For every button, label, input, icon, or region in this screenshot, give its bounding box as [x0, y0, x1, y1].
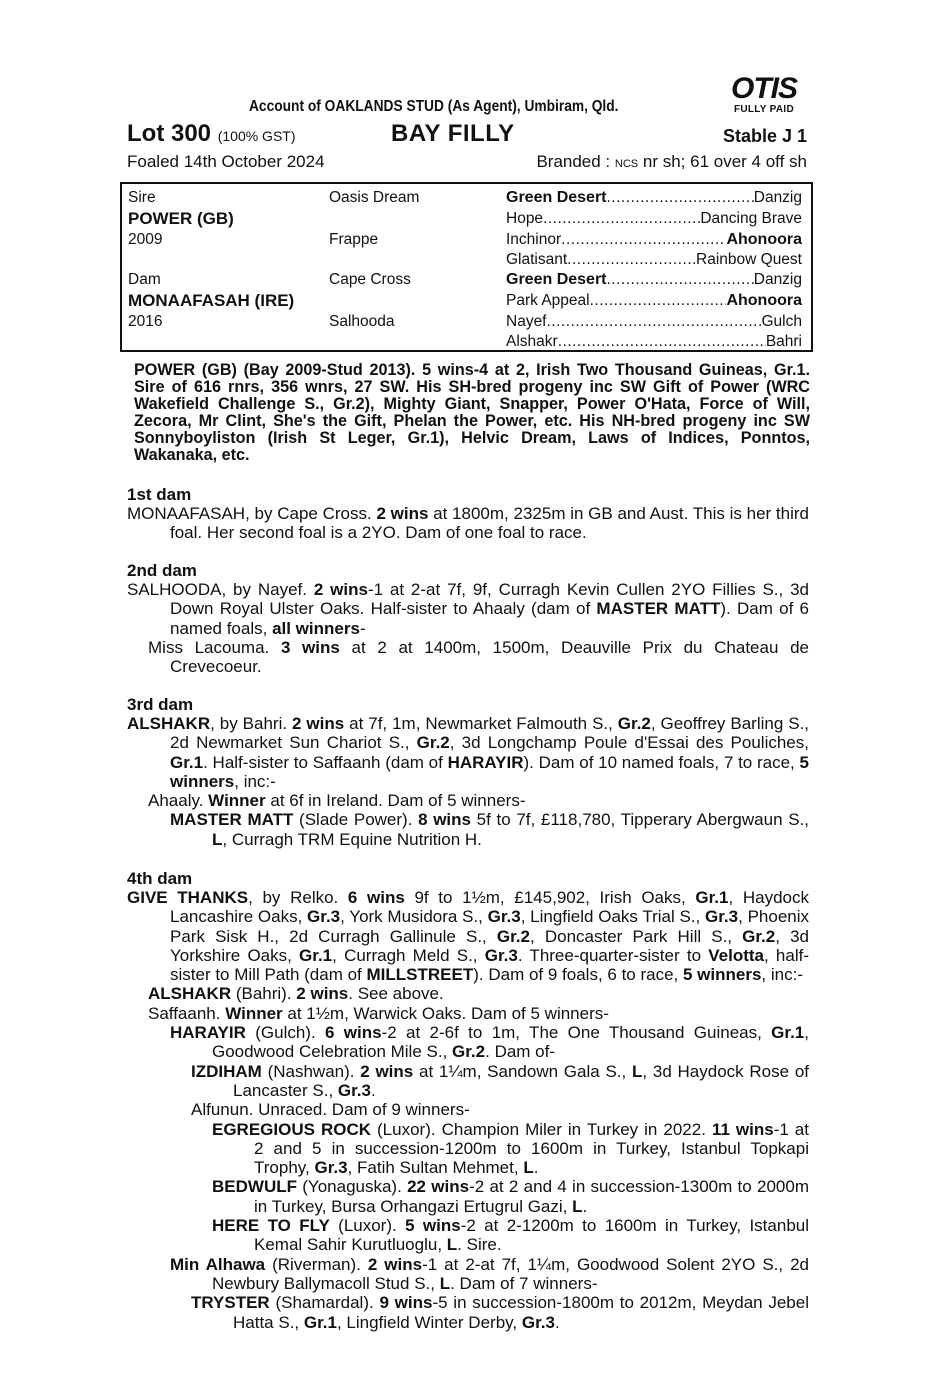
- lot-number: [127, 120, 296, 148]
- ancestor-right: Danzig: [753, 271, 802, 288]
- ancestor-row: [506, 250, 802, 270]
- pedigree-entry: Ahaaly. Winner at 6f in Ireland. Dam of 5 winners-: [148, 791, 526, 811]
- otis-fully-paid-logo: [721, 74, 807, 116]
- dam-year: 2016: [128, 313, 163, 330]
- ancestor-left: Glatisant: [506, 251, 568, 268]
- dam-section-1: [127, 485, 809, 543]
- brand-mark: NCS: [614, 158, 639, 170]
- lot-row: [127, 120, 809, 150]
- ancestor-right: Bahri: [765, 333, 802, 350]
- sire-label: Sire: [128, 189, 156, 206]
- pedigree-entry: GIVE THANKS, by Relko. 6 wins 9f to 1½m, £145,902, Irish Oaks, Gr.1, Haydock Lancashire Oaks, Gr.3, York Musidora S., Gr.3, Lingfield Oaks Trial S., Gr.3, Phoenix Park Sisk H., 2d Curragh Gallinule S., Gr.2, Doncaster Park Hill S., Gr.2, 3d Yorkshire Oaks, Gr.1, Curragh Meld S., Gr.3. Three-quarter-sister to Velotta, half-sister to Mill Path (dam of MILLSTREET). Dam of 9 foals, 6 to race, 5 winners, inc:-: [127, 888, 810, 985]
- entries: [127, 888, 809, 1332]
- sire-name: POWER (GB): [128, 209, 234, 228]
- dam-section-2: [127, 561, 809, 676]
- dam-section-4: [127, 869, 809, 1332]
- dam-dam: Salhooda: [329, 313, 395, 330]
- ancestor-row: [506, 270, 802, 290]
- pedigree-entry: Miss Lacouma. 3 wins at 2 at 1400m, 1500m, Deauville Prix du Chateau de Crevecoeur.: [148, 637, 809, 677]
- sire-year: 2009: [128, 231, 163, 248]
- fully-paid-label: FULLY PAID: [733, 104, 795, 115]
- dam-sire: Cape Cross: [329, 271, 411, 288]
- ancestor-left: Hope: [506, 210, 544, 227]
- horse-description: BAY FILLY: [391, 120, 515, 147]
- ancestor-row: [506, 291, 802, 311]
- entries: [127, 580, 809, 676]
- entries: [127, 504, 809, 543]
- sire-summary: POWER (GB) (Bay 2009-Stud 2013). 5 wins-4 at 2, Irish Two Thousand Guineas, Gr.1. Sire of 616 rnrs, 356 wnrs, 27 SW. His SH-bred progeny inc SW Gift of Power (WRC Wakefield Challenge S., Gr.2), Mighty Giant, Snapper, Power O'Hata, Force of Will, Zecora, Mr Clint, She's the Gift, Phelan the Power, etc. His NH-bred progeny inc SW Sonnyboyliston (Irish St Leger, Gr.1), Helvic Dream, Laws of Indices, Ponntos, Wakanaka, etc.: [134, 361, 810, 464]
- ancestor-row: [506, 188, 802, 208]
- stable-location: Stable J 1: [722, 126, 807, 146]
- ancestor-right: Dancing Brave: [700, 210, 802, 227]
- pedigree-entry: TRYSTER (Shamardal). 9 wins-5 in succession-1800m to 2012m, Meydan Jebel Hatta S., Gr.1, Lingfield Winter Derby, Gr.3.: [191, 1293, 809, 1332]
- pedigree-entry: MONAAFASAH, by Cape Cross. 2 wins at 1800m, 2325m in GB and Aust. This is her third foal. Her second foal is a 2YO. Dam of one foal to race.: [127, 504, 810, 543]
- brand-marks: [536, 152, 807, 172]
- section-heading: 1st dam: [127, 485, 192, 504]
- ancestor-right: Danzig: [753, 189, 802, 206]
- section-heading: 4th dam: [127, 869, 193, 888]
- ancestor-row: [506, 230, 802, 250]
- pedigree-entry: EGREGIOUS ROCK (Luxor). Champion Miler in Turkey in 2022. 11 wins-1 at 2 and 5 in succession-1200m to 1600m in Turkey, Istanbul Topkapi Trophy, Gr.3, Fatih Sultan Mehmet, L.: [212, 1119, 809, 1178]
- branded-label: Branded :: [536, 152, 611, 171]
- pedigree-entry: MASTER MATT (Slade Power). 8 wins 5f to 7f, £118,780, Tipperary Abergwaun S., L, Curragh TRM Equine Nutrition H.: [170, 810, 809, 849]
- otis-logo-icon: OTIS: [730, 72, 797, 105]
- dam-name: MONAAFASAH (IRE): [128, 291, 295, 310]
- ancestor-right: Gulch: [761, 313, 802, 330]
- sire-sire: Oasis Dream: [329, 189, 420, 206]
- section-heading: 2nd dam: [127, 561, 197, 580]
- pedigree-entry: IZDIHAM (Nashwan). 2 wins at 1¼m, Sandown Gala S., L, 3d Haydock Rose of Lancaster S., Gr.3.: [191, 1061, 810, 1100]
- pedigree-entry: Alfunun. Unraced. Dam of 9 winners-: [191, 1100, 470, 1120]
- ancestor-row: [506, 209, 802, 229]
- ancestor-row: [506, 332, 802, 352]
- lot-label: Lot 300: [127, 120, 212, 147]
- ancestor-left: Green Desert: [506, 189, 607, 206]
- dam-label: Dam: [128, 271, 161, 288]
- vendor-account: Account of OAKLANDS STUD (As Agent), Umbiram, Qld.: [249, 98, 619, 115]
- pedigree-entry: Min Alhawa (Riverman). 2 wins-1 at 2-at 7f, 1¼m, Goodwood Solent 2YO S., 2d Newbury Ballymacoll Stud S., L. Dam of 7 winners-: [170, 1254, 809, 1293]
- ancestor-left: Park Appeal: [506, 292, 590, 309]
- ancestor-row: [506, 312, 802, 332]
- ancestor-right: Ahonoora: [726, 231, 802, 248]
- pedigree-entry: Saffaanh. Winner at 1½m, Warwick Oaks. Dam of 5 winners-: [148, 1003, 609, 1023]
- pedigree-entry: ALSHAKR (Bahri). 2 wins. See above.: [148, 984, 444, 1004]
- ancestor-left: Green Desert: [506, 271, 607, 288]
- pedigree-table: [120, 182, 813, 352]
- pedigree-entry: ALSHAKR, by Bahri. 2 wins at 7f, 1m, Newmarket Falmouth S., Gr.2, Geoffrey Barling S., 2d Newmarket Sun Chariot S., Gr.2, 3d Longchamp Poule d'Essai des Pouliches, Gr.1. Half-sister to Saffaanh (dam of HARAYIR). Dam of 10 named foals, 7 to race, 5 winners, inc:-: [127, 714, 810, 791]
- pedigree-entry: BEDWULF (Yonaguska). 22 wins-2 at 2 and 4 in succession-1300m to 2000m in Turkey, Bursa Orhangazi Ertugrul Gazi, L.: [212, 1177, 809, 1216]
- section-heading: 3rd dam: [127, 695, 194, 714]
- foaled-date: Foaled 14th October 2024: [127, 152, 325, 171]
- ancestor-right: Ahonoora: [726, 292, 802, 309]
- ancestor-right: Rainbow Quest: [696, 251, 802, 268]
- ancestor-left: Nayef: [506, 313, 547, 330]
- dam-section-3: [127, 695, 809, 849]
- pedigree-entry: HERE TO FLY (Luxor). 5 wins-2 at 2-1200m to 1600m in Turkey, Istanbul Kemal Sahir Kurutluoglu, L. Sire.: [212, 1216, 810, 1255]
- ancestor-left: Inchinor: [506, 231, 562, 248]
- sire-dam: Frappe: [329, 231, 379, 248]
- pedigree-entry: SALHOODA, by Nayef. 2 wins-1 at 2-at 7f, 9f, Curragh Kevin Cullen 2YO Fillies S., 3d Down Royal Ulster Oaks. Half-sister to Ahaaly (dam of MASTER MATT). Dam of 6 named foals, all winners-: [127, 580, 809, 638]
- brand-detail: nr sh; 61 over 4 off sh: [642, 152, 807, 171]
- entries: [127, 714, 809, 849]
- gst-note: (100% GST): [217, 128, 296, 144]
- ancestor-left: Alshakr: [506, 333, 558, 350]
- pedigree-entry: HARAYIR (Gulch). 6 wins-2 at 2-6f to 1m, The One Thousand Guineas, Gr.1, Goodwood Celebration Mile S., Gr.2. Dam of-: [170, 1023, 809, 1062]
